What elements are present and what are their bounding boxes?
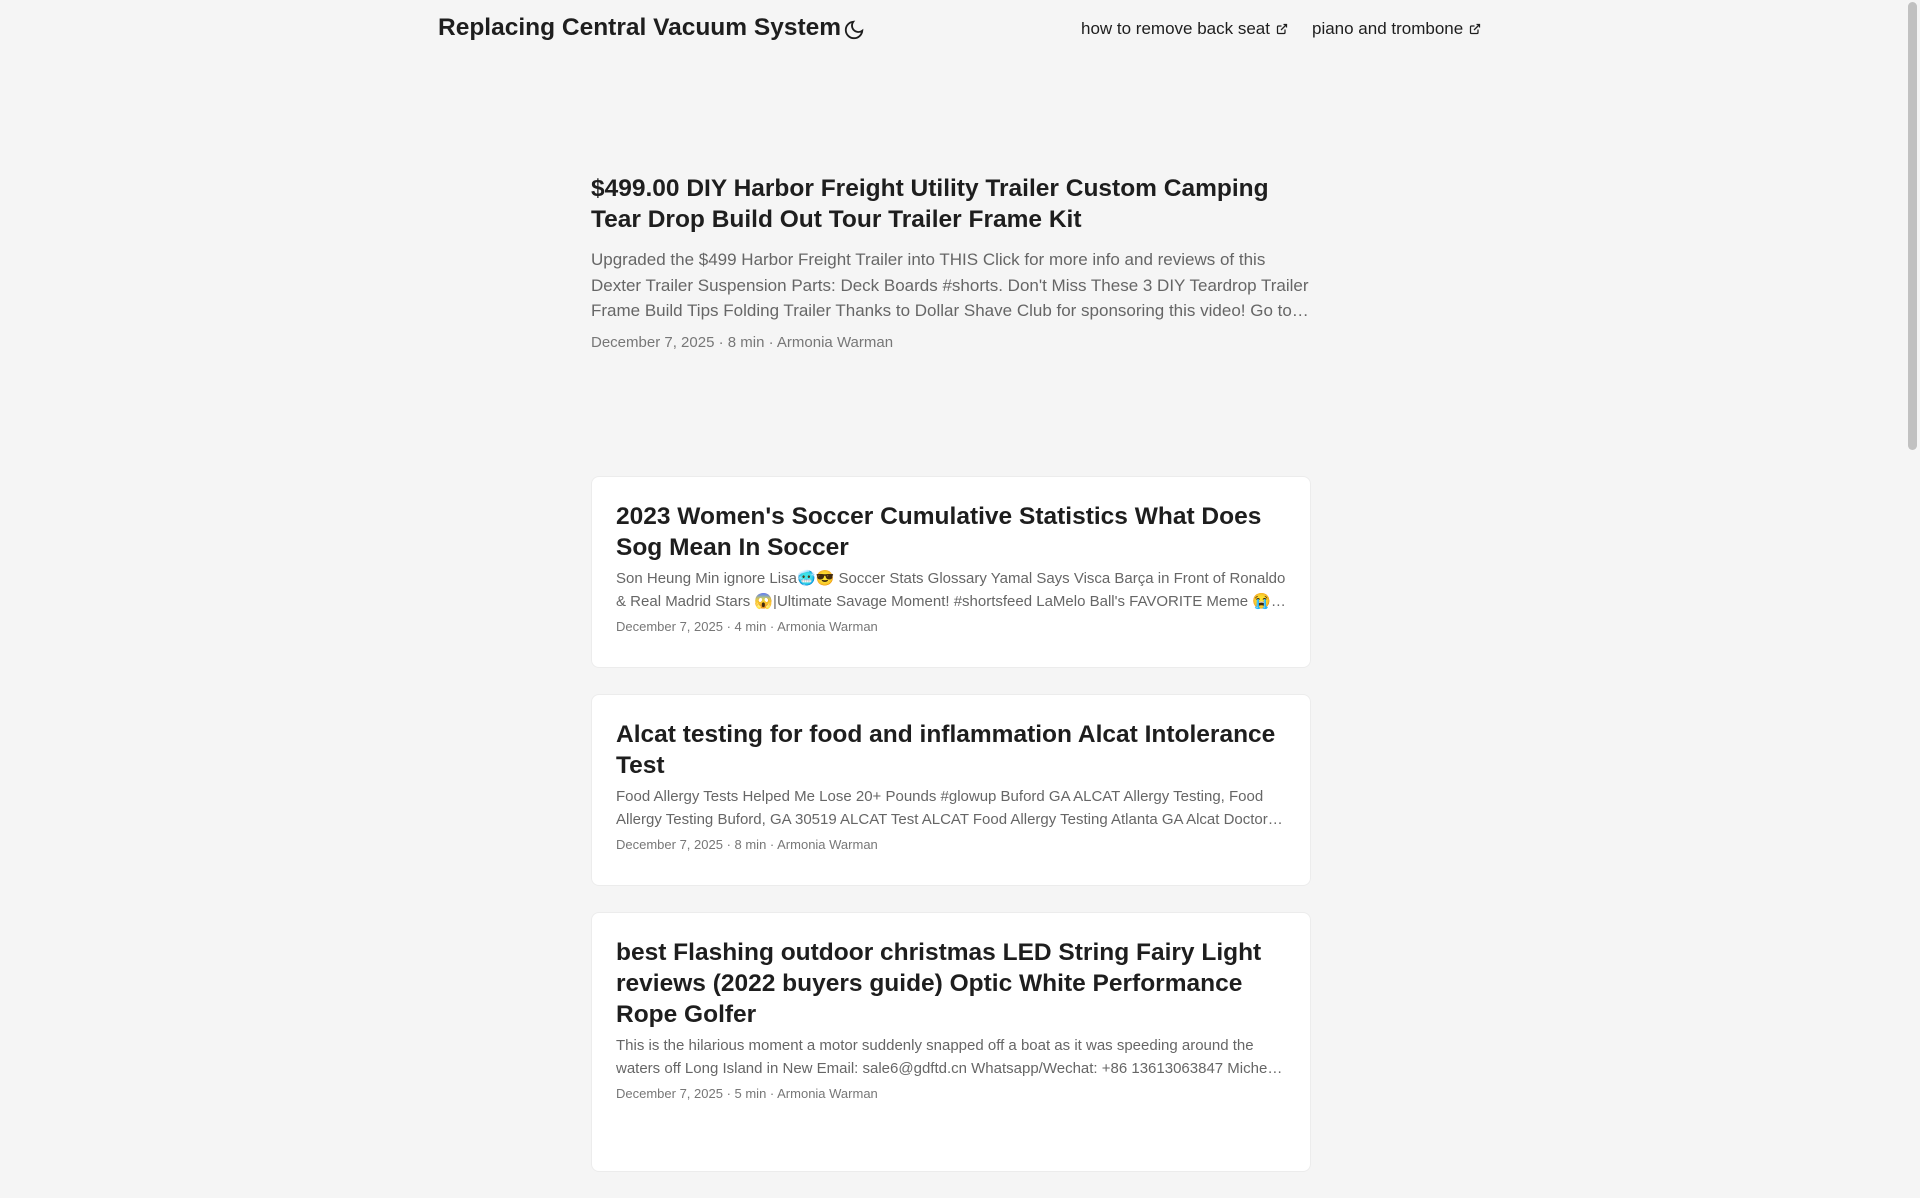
- post-meta: December 7, 2025 · 5 min · Armonia Warman: [616, 1086, 878, 1101]
- external-link-icon: [1469, 23, 1481, 35]
- hero-title[interactable]: $499.00 DIY Harbor Freight Utility Trailer Custom Camping Tear Drop Build Out Tour Trailer Frame Kit: [591, 175, 1269, 233]
- post-title[interactable]: 2023 Women's Soccer Cumulative Statistics What Does Sog Mean In Soccer: [616, 503, 1262, 561]
- nav-link-remove-back-seat[interactable]: [1081, 19, 1288, 39]
- post-card[interactable]: [591, 912, 1311, 1172]
- scrollbar[interactable]: [1905, 0, 1920, 1080]
- nav-link-label: how to remove back seat: [1081, 19, 1270, 38]
- post-title[interactable]: best Flashing outdoor christmas LED String Fairy Light reviews (2022 buyers guide) Optic White Performance Rope Golfer: [616, 939, 1262, 1028]
- top-nav: [1081, 19, 1481, 39]
- hero-post[interactable]: [591, 173, 1311, 351]
- moon-icon[interactable]: [843, 19, 865, 41]
- nav-link-label: piano and trombone: [1311, 19, 1464, 38]
- post-excerpt: Food Allergy Tests Helped Me Lose 20+ Pounds #glowup Buford GA ALCAT Allergy Testing, Food Allergy Testing Buford, GA 30519 ALCAT Test ALCAT Food Allergy Testing Atlanta GA Alcat Doctors: [616, 788, 1276, 828]
- hero-description: Upgraded the $499 Harbor Freight Trailer into THIS Click for more info and reviews of this Dexter Trailer Suspension Parts: Deck Boards #shorts. Don't Miss These 3 DIY Teardrop Trailer Frame Build Tips Folding Trailer Thanks to Dollar Shave Club for sponsoring this video! Go to to: [591, 250, 1311, 321]
- post-list: [591, 476, 1311, 1198]
- post-card[interactable]: [591, 694, 1311, 886]
- external-link-icon: [1276, 23, 1288, 35]
- post-title[interactable]: Alcat testing for food and inflammation Alcat Intolerance Test: [616, 721, 1276, 779]
- site-title-link[interactable]: Replacing Central Vacuum System: [438, 14, 842, 41]
- nav-link-piano-trombone[interactable]: [1312, 19, 1481, 39]
- scrollbar-thumb[interactable]: [1908, 2, 1917, 450]
- post-excerpt: Son Heung Min ignore Lisa🥶😎 Soccer Stats Glossary Yamal Says Visca Barça in Front of Ronaldo & Real Madrid Stars 😱|Ultimate Savage Moment! #shortsfeed LaMelo Ball's FAVORITE Meme 😭: [616, 570, 1286, 610]
- hero-meta: December 7, 2025 · 8 min · Armonia Warman: [591, 334, 894, 352]
- post-excerpt: This is the hilarious moment a motor suddenly snapped off a boat as it was speeding around the waters off Long Island in New Email: sale6@gdftd.cn Whatsapp/Wechat: +86 13613063847 Micheal: [616, 1037, 1279, 1077]
- post-meta: December 7, 2025 · 8 min · Armonia Warman: [616, 837, 878, 852]
- post-card[interactable]: [591, 476, 1311, 668]
- site-header: [0, 0, 1905, 60]
- post-meta: December 7, 2025 · 4 min · Armonia Warman: [616, 619, 878, 634]
